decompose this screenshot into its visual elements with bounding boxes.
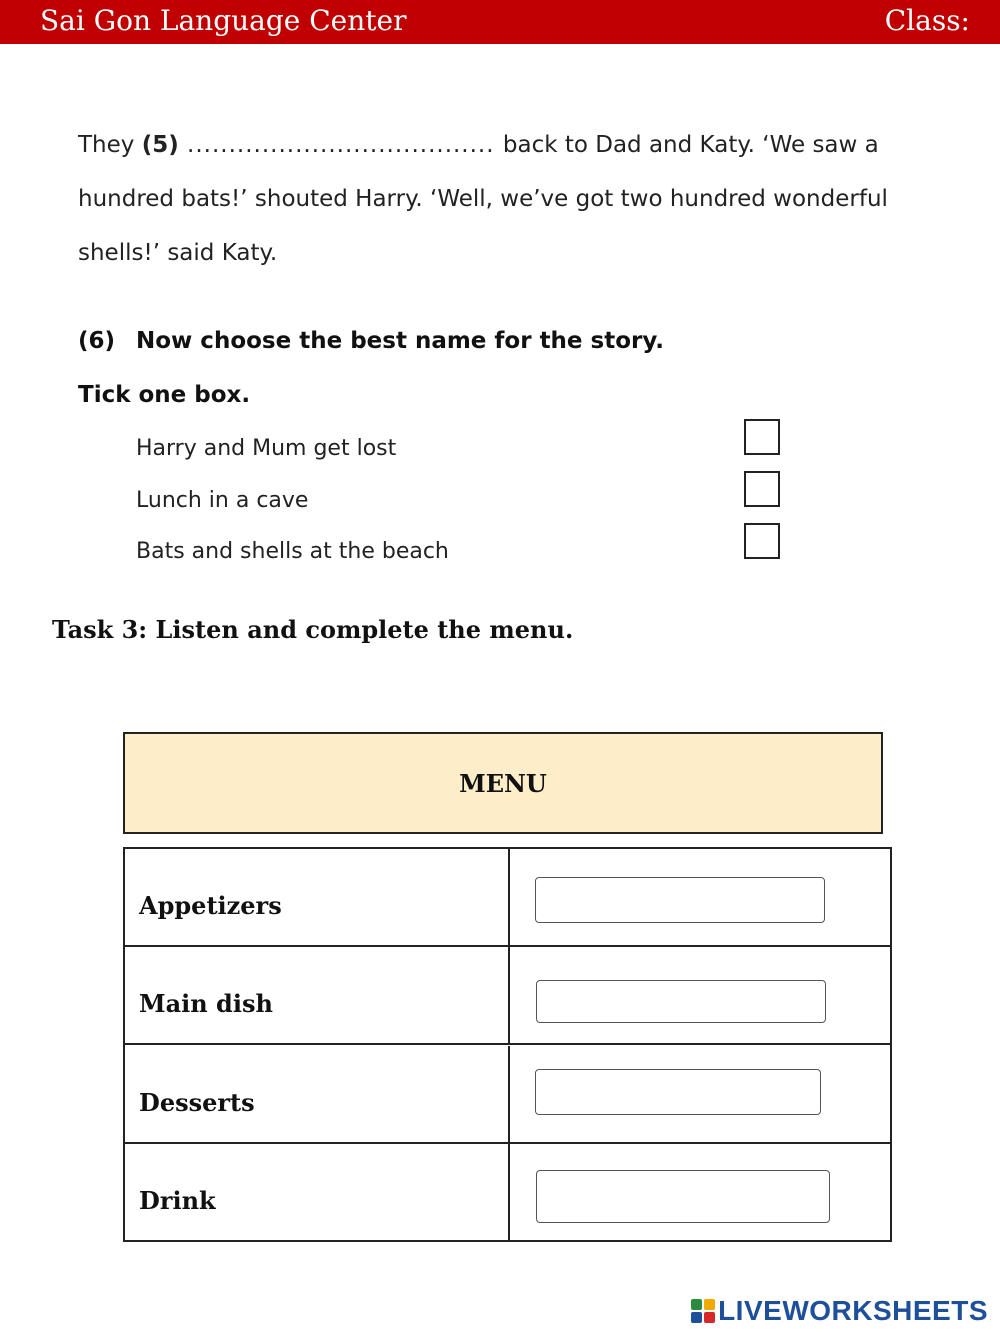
story-text bbox=[78, 118, 918, 280]
appetizers-input[interactable] bbox=[535, 877, 825, 923]
question-number-6: (6) bbox=[78, 328, 116, 354]
brand-name: LIVEWORKSHEETS bbox=[718, 1295, 988, 1326]
task-3-title: Task 3: Listen and complete the menu. bbox=[52, 615, 574, 644]
option-label: Bats and shells at the beach bbox=[136, 539, 449, 564]
option-label: Harry and Mum get lost bbox=[136, 436, 397, 461]
liveworksheets-brand bbox=[691, 1295, 988, 1327]
desserts-input[interactable] bbox=[535, 1069, 821, 1115]
story-line-1: They (5) ..................................... back to Dad and Katy. ‘We saw a bbox=[78, 132, 879, 158]
drink-input[interactable] bbox=[536, 1170, 830, 1223]
column-divider bbox=[508, 1144, 510, 1242]
menu-title: MENU bbox=[123, 732, 883, 834]
question-number-5: (5) bbox=[141, 132, 179, 158]
menu-row-label: Drink bbox=[139, 1186, 216, 1215]
story-line-2: hundred bats!’ shouted Harry. ‘Well, we’ve got two hundred wonderful bbox=[78, 186, 888, 212]
option-checkbox-3[interactable] bbox=[744, 523, 780, 559]
answer-blank: ..................................... bbox=[178, 132, 503, 158]
column-divider bbox=[508, 947, 510, 1043]
column-divider bbox=[508, 1046, 510, 1142]
option-checkbox-1[interactable] bbox=[744, 419, 780, 455]
menu-row-label: Main dish bbox=[139, 989, 273, 1018]
menu-row-appetizers bbox=[125, 849, 890, 947]
liveworksheets-logo-icon bbox=[691, 1299, 715, 1323]
menu-table bbox=[123, 847, 892, 1242]
tick-instruction: Tick one box. bbox=[78, 382, 251, 408]
option-checkbox-2[interactable] bbox=[744, 471, 780, 507]
story-line-3: shells!’ said Katy. bbox=[78, 240, 278, 266]
class-label: Class: bbox=[884, 4, 970, 37]
menu-row-drink bbox=[125, 1144, 890, 1242]
menu-row-main-dish bbox=[125, 947, 890, 1045]
school-name: Sai Gon Language Center bbox=[40, 4, 407, 37]
menu-row-desserts bbox=[125, 1046, 890, 1144]
question-6-prompt: Now choose the best name for the story. bbox=[136, 328, 664, 354]
option-label: Lunch in a cave bbox=[136, 488, 309, 513]
page-header bbox=[0, 0, 1000, 44]
menu-row-label: Appetizers bbox=[139, 891, 282, 920]
menu-row-label: Desserts bbox=[139, 1088, 255, 1117]
main-dish-input[interactable] bbox=[536, 980, 826, 1023]
question-6 bbox=[78, 328, 664, 354]
column-divider bbox=[508, 849, 510, 945]
